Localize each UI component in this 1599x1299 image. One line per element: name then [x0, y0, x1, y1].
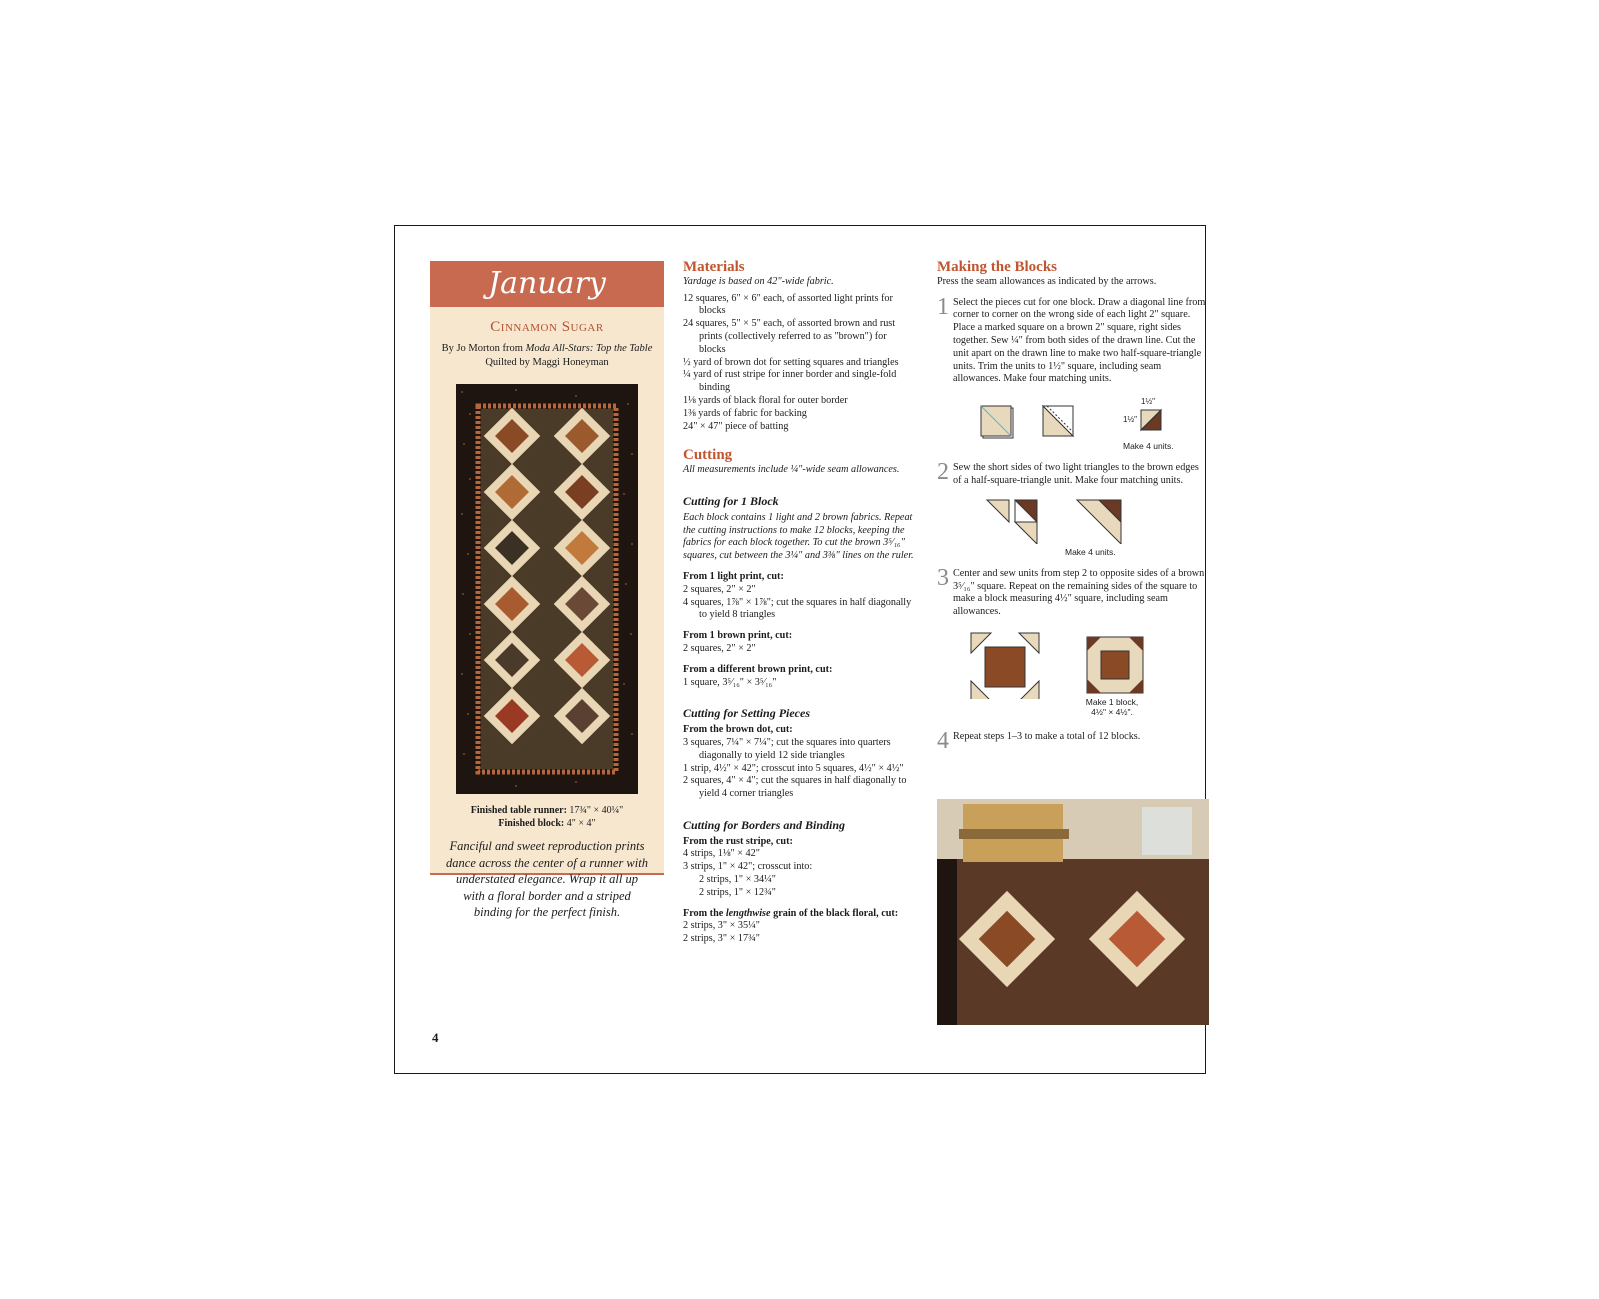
step-2-caption: Make 4 units.: [1065, 546, 1116, 557]
step-number: 2: [937, 459, 949, 486]
width-dimension: 1½": [1141, 397, 1155, 407]
project-blurb: Fanciful and sweet reproduction prints dance across the center of a runner with understated elegance. Wrap it all up with a floral border and a striped binding for the perfect finish.: [446, 839, 648, 919]
cutting-heading: Cutting: [683, 447, 733, 464]
border-cutting-heading: Cutting for Borders and Binding: [683, 817, 846, 832]
month-title: January: [430, 261, 664, 307]
list-item: 1⅜ yards of fabric for backing: [683, 407, 807, 419]
block-cutting-note: Each block contains 1 light and 2 brown fabrics. Repeat the cutting instructions to make 12 blocks, keeping the fabrics for each block together. To cut the brown 3⁵⁄₁₆" squares, cut between the 3¼" and 3⅜" lines on the ruler.: [683, 511, 914, 562]
step-2: [937, 459, 1207, 488]
step-1-caption: Make 4 units.: [1123, 441, 1174, 452]
page-number: 4: [432, 1030, 439, 1045]
triangle-unit-diagram: [937, 498, 1207, 558]
step-3-caption: Make 1 block, 4½" × 4½".: [1085, 696, 1139, 717]
runner-photo: [937, 799, 1209, 1025]
making-blocks-heading: Making the Blocks: [937, 259, 1058, 275]
list-item: 1⅛ yards of black floral for outer border: [683, 394, 848, 406]
hst-diagram: [937, 396, 1207, 452]
project-sidebar: [430, 261, 664, 919]
materials-list: [683, 293, 915, 434]
step-number: 4: [937, 727, 949, 754]
list-item: 24" × 47" piece of batting: [683, 420, 789, 432]
list-item: ¼ yard of rust stripe for inner border and single-fold binding: [683, 369, 897, 394]
book-page: [394, 225, 1206, 1074]
brown-dot-group: From the brown dot, cut: 3 squares, 7¼" × 7¼"; cut the squares into quarters diagonally to yield 12 side triangles 1 strip, 4½" × 42"; crosscut into 5 squares, 4½" × 4½" 2 squares, 4" × 4"; cut the squares in half diagonally to yield 4 corner triangles: [683, 724, 907, 800]
step-4: [937, 727, 1207, 754]
step-1: [937, 293, 1207, 387]
step-3: [937, 564, 1207, 619]
cutting-note: All measurements include ¼"-wide seam allowances.: [683, 464, 900, 476]
block-assembly-diagram: [937, 629, 1207, 721]
height-dimension: 1½": [1123, 415, 1137, 425]
project-panel: [430, 307, 664, 919]
step-number: 1: [937, 293, 949, 320]
step-text: Center and sew units from step 2 to opposite sides of a brown 3⁵⁄₁₆" square. Repeat on the remaining sides of the square to make a block measuring 4½" square, including seam allowances.: [953, 567, 1205, 618]
making-blocks-column: [937, 259, 1207, 754]
project-title: Cinnamon Sugar: [490, 319, 604, 335]
list-item: 12 squares, 6" × 6" each, of assorted light prints for blocks: [683, 292, 893, 317]
different-brown-group: From a different brown print, cut: 1 square, 3⁵⁄₁₆" × 3⁵⁄₁₆": [683, 663, 833, 688]
list-item: ½ yard of brown dot for setting squares and triangles: [683, 356, 899, 368]
black-floral-group: From the lengthwise grain of the black floral, cut: 2 strips, 3" × 35¼" 2 strips, 3" × 17¾": [683, 907, 899, 945]
step-text: Repeat steps 1–3 to make a total of 12 blocks.: [953, 730, 1141, 742]
book-title: Moda All-Stars: Top the Table: [525, 343, 653, 354]
light-print-group: From 1 light print, cut: 2 squares, 2" × 2" 4 squares, 1⅞" × 1⅞"; cut the squares in half diagonally to yield 8 triangles: [683, 570, 912, 621]
setting-cutting-heading: Cutting for Setting Pieces: [683, 706, 811, 721]
block-cutting-heading: Cutting for 1 Block: [683, 493, 779, 508]
block-assembly-illustration: [967, 629, 1187, 699]
quilt-photo: [456, 384, 638, 794]
materials-cutting-column: [683, 261, 915, 946]
list-item: 24 squares, 5" × 5" each, of assorted brown and rust prints (collectively referred to as "brown") for blocks: [683, 318, 896, 355]
brown-print-group: From 1 brown print, cut: 2 squares, 2" × 2": [683, 630, 793, 654]
blocks-intro: Press the seam allowances as indicated by the arrows.: [937, 275, 1157, 287]
step-text: Sew the short sides of two light triangles to the brown edges of a half-square-triangle unit. Make four matching units.: [953, 462, 1199, 486]
finished-sizes: Finished table runner: 17¾" × 40¼" Finished block: 4" × 4": [470, 805, 624, 829]
materials-note: Yardage is based on 42"-wide fabric.: [683, 275, 834, 287]
step-number: 3: [937, 564, 949, 591]
rust-stripe-group: From the rust stripe, cut: 4 strips, 1⅛" × 42" 3 strips, 1" × 42"; crosscut into: 2 strips, 1" × 34¼" 2 strips, 1" × 12¾": [683, 835, 813, 898]
byline: By Jo Morton from Moda All-Stars: Top the Table Quilted by Maggi Honeyman: [441, 343, 653, 368]
triangle-unit-illustration: [977, 498, 1197, 544]
quilted-by: Quilted by Maggi Honeyman: [485, 357, 609, 368]
materials-heading: Materials: [683, 259, 745, 275]
step-text: Select the pieces cut for one block. Draw a diagonal line from corner to corner on the wrong side of each light 2" square. Place a marked square on a brown 2" square, right sides together. Sew ¼" from both sides of the drawn line. Cut the unit apart on the drawn line to make two half-square-triangle units. Trim the units to 1½" square, including seam allowances. Make four matching units.: [953, 296, 1206, 385]
